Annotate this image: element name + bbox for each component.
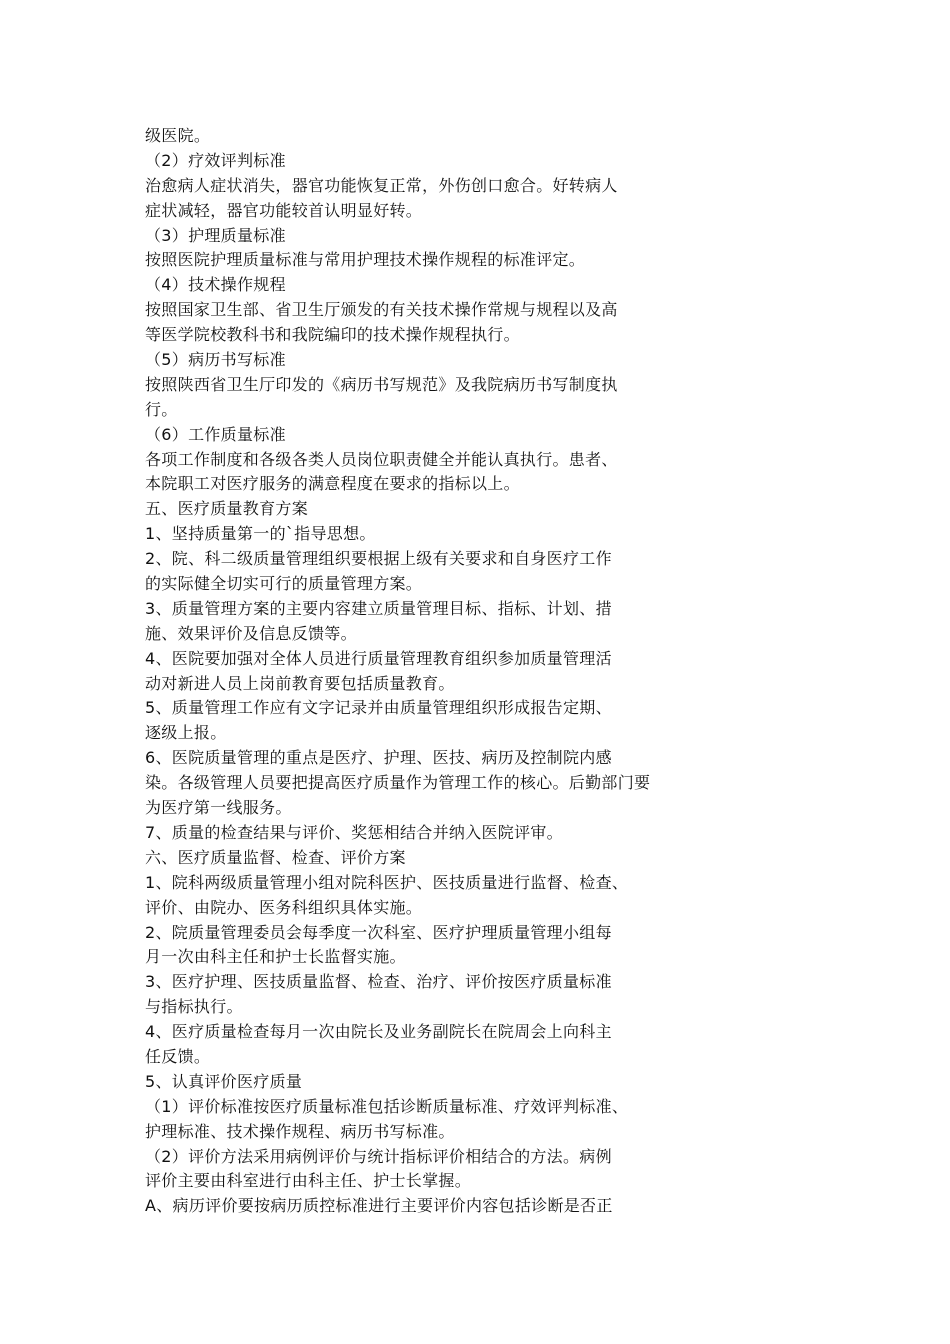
- text-line: 治愈病人症状消失，器官功能恢复正常，外伤创口愈合。好转病人: [145, 175, 618, 195]
- list-item: 3、医疗护理、医技质量监督、检查、治疗、评价按医疗质量标准: [145, 972, 612, 992]
- text-line: 评价、由院办、医务科组织具体实施。: [145, 897, 423, 917]
- list-item: 6、医院质量管理的重点是医疗、护理、医技、病历及控制院内感: [145, 748, 612, 768]
- text-line: 评价主要由科室进行由科主任、护士长掌握。: [145, 1171, 472, 1191]
- text-line: 各项工作制度和各级各类人员岗位职责健全并能认真执行。患者、: [145, 449, 618, 469]
- list-item: 5、质量管理工作应有文字记录并由质量管理组织形成报告定期、: [145, 698, 612, 718]
- text-line: 护理标准、技术操作规程、病历书写标准。: [145, 1121, 455, 1141]
- list-item: 4、医院要加强对全体人员进行质量管理教育组织参加质量管理活: [145, 648, 612, 668]
- document-body: [145, 124, 785, 1219]
- section-heading: （4）技术操作规程: [145, 275, 286, 295]
- text-line: 本院职工对医疗服务的满意程度在要求的指标以上。: [145, 474, 520, 494]
- sub-list-item: A、病历评价要按病历质控标准进行主要评价内容包括诊断是否正: [145, 1196, 613, 1216]
- sub-list-item: （2）评价方法采用病例评价与统计指标评价相结合的方法。病例: [145, 1146, 612, 1166]
- text-line: 症状减轻，器官功能较首认明显好转。: [145, 200, 423, 220]
- section-heading: （6）工作质量标准: [145, 424, 286, 444]
- text-line: 按照国家卫生部、省卫生厅颁发的有关技术操作常规与规程以及高: [145, 300, 618, 320]
- text-line: 逐级上报。: [145, 723, 227, 743]
- list-item: 4、医疗质量检查每月一次由院长及业务副院长在院周会上向科主: [145, 1022, 612, 1042]
- list-item: 1、坚持质量第一的`指导思想。: [145, 524, 376, 544]
- list-item: 5、认真评价医疗质量: [145, 1071, 303, 1091]
- section-heading: （2）疗效评判标准: [145, 150, 286, 170]
- text-line: 与指标执行。: [145, 997, 243, 1017]
- text-line: 染。各级管理人员要把提高医疗质量作为管理工作的核心。后勤部门要: [145, 773, 651, 793]
- list-item: 3、质量管理方案的主要内容建立质量管理目标、指标、计划、措: [145, 598, 612, 618]
- text-line: 按照医院护理质量标准与常用护理技术操作规程的标准评定。: [145, 250, 586, 270]
- text-line: 按照陕西省卫生厅印发的《病历书写规范》及我院病历书写制度执: [145, 374, 618, 394]
- text-line: 月一次由科主任和护士长监督实施。: [145, 947, 406, 967]
- chapter-heading: 六、医疗质量监督、检查、评价方案: [145, 847, 406, 867]
- list-item: 2、院、科二级质量管理组织要根据上级有关要求和自身医疗工作: [145, 549, 612, 569]
- section-heading: （5）病历书写标准: [145, 350, 286, 370]
- list-item: 2、院质量管理委员会每季度一次科室、医疗护理质量管理小组每: [145, 922, 612, 942]
- list-item: 1、院科两级质量管理小组对院科医护、医技质量进行监督、检查、: [145, 872, 629, 892]
- text-line: 等医学院校教科书和我院编印的技术操作规程执行。: [145, 325, 520, 345]
- text-line: 的实际健全切实可行的质量管理方案。: [145, 574, 423, 594]
- text-line: 动对新进人员上岗前教育要包括质量教育。: [145, 673, 455, 693]
- sub-list-item: （1）评价标准按医疗质量标准包括诊断质量标准、疗效评判标准、: [145, 1096, 629, 1116]
- section-heading: （3）护理质量标准: [145, 225, 286, 245]
- text-line: 为医疗第一线服务。: [145, 798, 292, 818]
- text-line: 级医院。: [145, 126, 211, 145]
- chapter-heading: 五、医疗质量教育方案: [145, 499, 309, 519]
- text-line: 行。: [145, 399, 178, 419]
- list-item: 7、质量的检查结果与评价、奖惩相结合并纳入医院评审。: [145, 822, 563, 842]
- text-line: 施、效果评价及信息反馈等。: [145, 623, 357, 643]
- text-line: 任反馈。: [145, 1046, 211, 1066]
